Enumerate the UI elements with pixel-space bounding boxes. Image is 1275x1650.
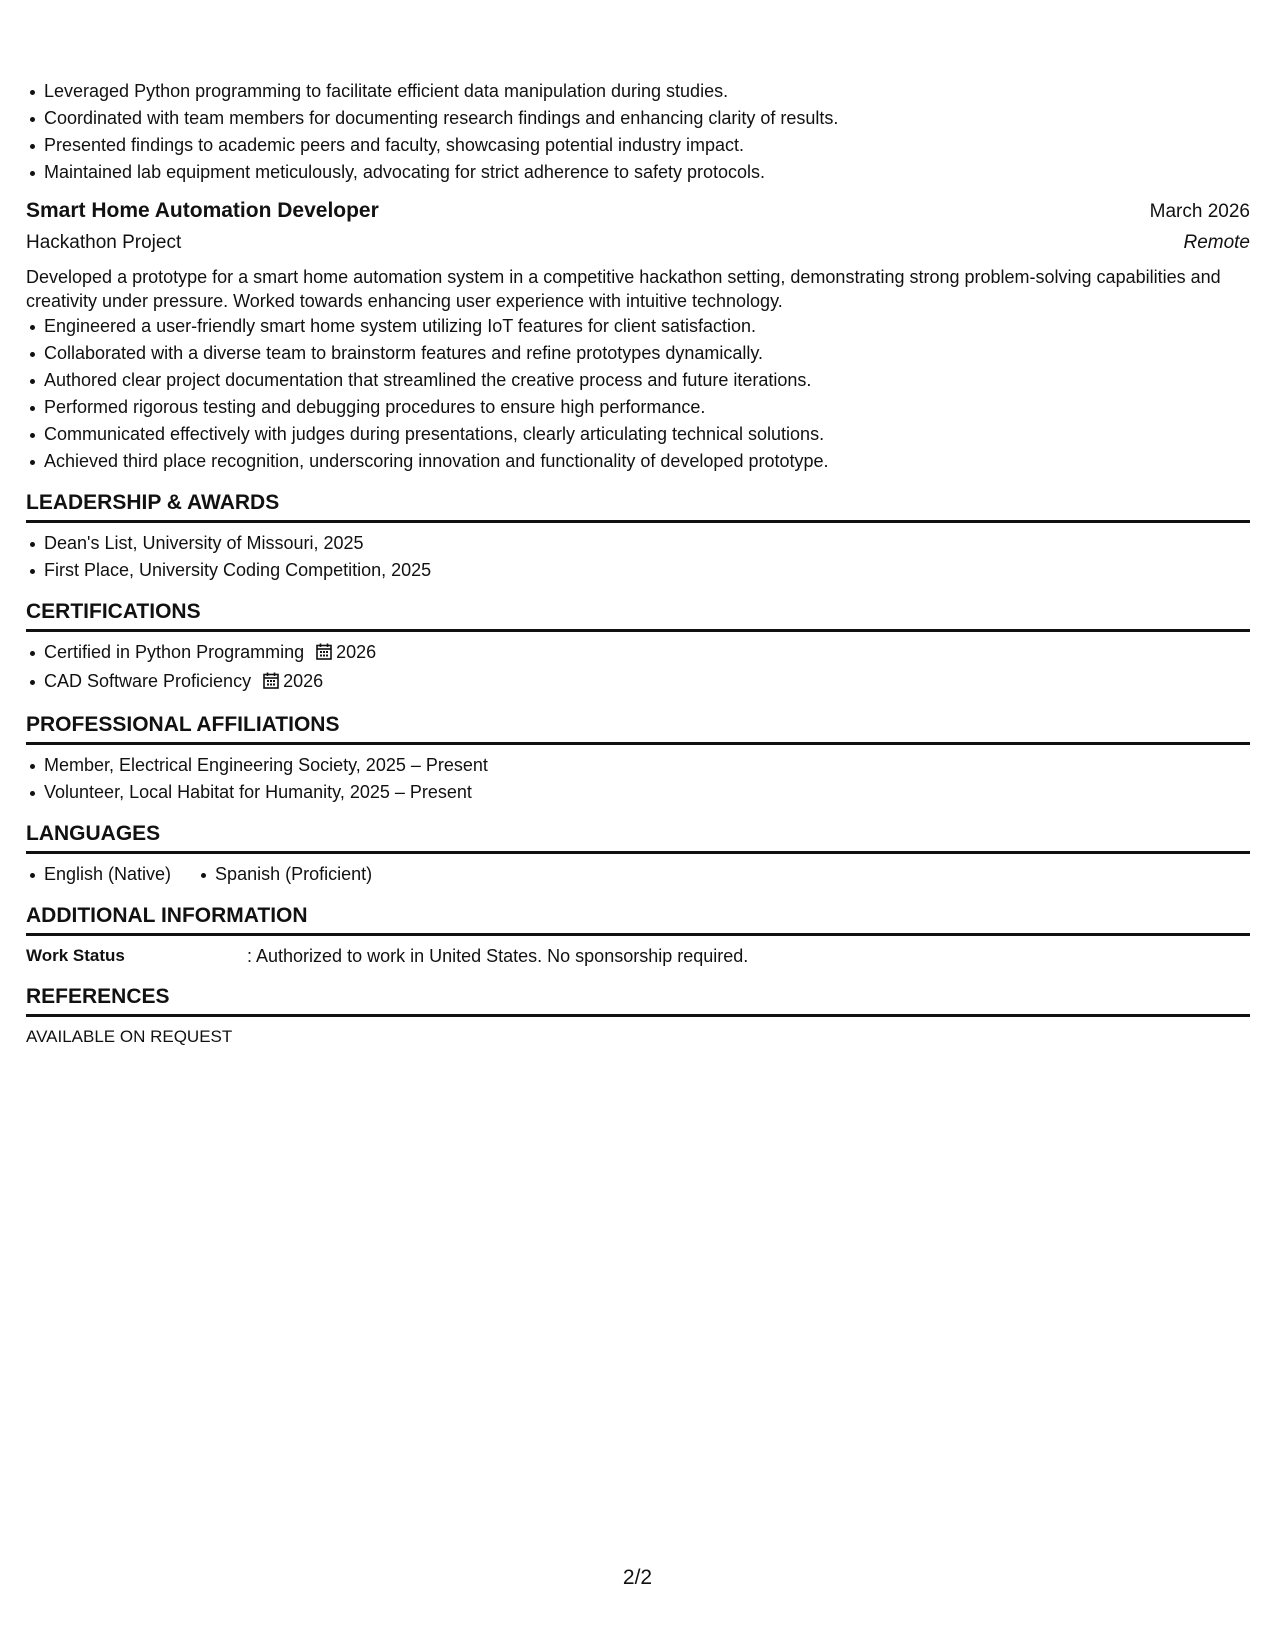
certification-name: CAD Software Proficiency	[44, 671, 252, 691]
job-title: Smart Home Automation Developer	[26, 199, 379, 222]
list-item: Coordinated with team members for documenting research findings and enhancing clarity of results.	[44, 105, 1250, 132]
job-date: March 2026	[1149, 201, 1250, 222]
references-text: AVAILABLE ON REQUEST	[26, 1027, 233, 1046]
list-item: Dean's List, University of Missouri, 2025	[44, 530, 1250, 557]
job-bullet-list	[26, 313, 1250, 475]
list-item: Leveraged Python programming to facilitate efficient data manipulation during studies.	[44, 78, 1250, 105]
certification-year: 2026	[336, 642, 377, 662]
certifications-list	[26, 639, 1250, 697]
list-item: Presented findings to academic peers and faculty, showcasing potential industry impact.	[44, 132, 1250, 159]
leadership-list	[26, 530, 1250, 584]
section-heading: ADDITIONAL INFORMATION	[26, 902, 1250, 936]
affiliations-section	[26, 711, 1250, 806]
job-header	[26, 196, 1250, 227]
list-item: Performed rigorous testing and debugging procedures to ensure high performance.	[44, 394, 1250, 421]
job-company: Hackathon Project	[26, 232, 182, 253]
work-status-label: Work Status	[26, 946, 125, 965]
job-location: Remote	[1183, 232, 1250, 253]
section-heading: LEADERSHIP & AWARDS	[26, 489, 1250, 523]
list-item: Maintained lab equipment meticulously, advocating for strict adherence to safety protocols.	[44, 159, 1250, 186]
work-status-row	[26, 943, 1250, 969]
certifications-section	[26, 598, 1250, 697]
certification-year: 2026	[283, 671, 324, 691]
calendar-icon	[263, 670, 279, 697]
previous-job-bullet-list	[26, 78, 1250, 186]
list-item: Achieved third place recognition, underscoring innovation and functionality of developed prototype.	[44, 448, 1250, 475]
languages-section	[26, 820, 1250, 888]
job-subheader	[26, 227, 1250, 259]
certification-name: Certified in Python Programming	[44, 642, 305, 662]
list-item	[44, 639, 1250, 668]
list-item: Volunteer, Local Habitat for Humanity, 2025 – Present	[44, 779, 1250, 806]
list-item: Member, Electrical Engineering Society, 2025 – Present	[44, 752, 1250, 779]
section-heading: CERTIFICATIONS	[26, 598, 1250, 632]
list-item: Spanish (Proficient)	[215, 861, 372, 888]
additional-info-section	[26, 902, 1250, 969]
job-description: Developed a prototype for a smart home automation system in a competitive hackathon setting, demonstrating strong problem-solving capabilities and creativity under pressure. Worked towards enhancing user experience with intuitive technology.	[26, 267, 1221, 311]
work-status-value: : Authorized to work in United States. No sponsorship required.	[247, 946, 749, 966]
list-item: Authored clear project documentation that streamlined the creative process and future iterations.	[44, 367, 1250, 394]
list-item: Engineered a user-friendly smart home system utilizing IoT features for client satisfaction.	[44, 313, 1250, 340]
references-section	[26, 983, 1250, 1050]
affiliations-list	[26, 752, 1250, 806]
languages-list	[26, 861, 1250, 888]
list-item	[44, 668, 1250, 697]
list-item: First Place, University Coding Competition, 2025	[44, 557, 1250, 584]
section-heading: REFERENCES	[26, 983, 1250, 1017]
calendar-icon	[316, 641, 332, 668]
list-item: English (Native)	[44, 861, 171, 888]
resume-page	[26, 78, 1250, 1050]
page-number: 2/2	[622, 1566, 653, 1589]
section-heading: PROFESSIONAL AFFILIATIONS	[26, 711, 1250, 745]
list-item: Collaborated with a diverse team to brainstorm features and refine prototypes dynamically.	[44, 340, 1250, 367]
leadership-section	[26, 489, 1250, 584]
list-item: Communicated effectively with judges during presentations, clearly articulating technical solutions.	[44, 421, 1250, 448]
section-heading: LANGUAGES	[26, 820, 1250, 854]
